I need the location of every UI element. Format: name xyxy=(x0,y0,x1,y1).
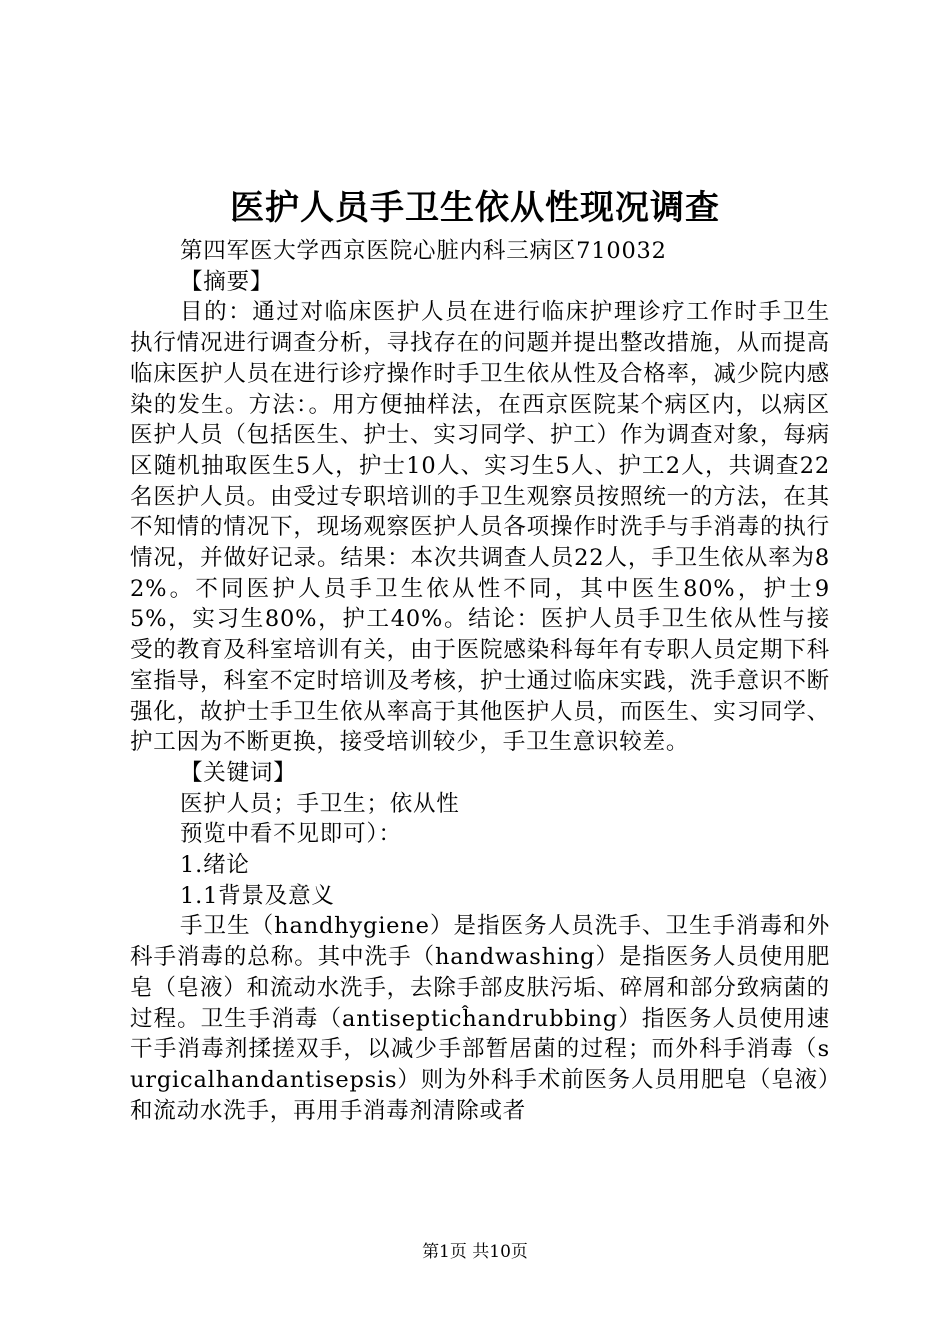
abstract-paragraph: 目的：通过对临床医护人员在进行临床护理诊疗工作时手卫生执行情况进行调查分析，寻找存在的问题并提出整改措施，从而提高临床医护人员在进行诊疗操作时手卫生依从性及合格率，减少院内感染的发生。方法：。用方便抽样法，在西京医院某个病区内，以病区医护人员（包括医生、护士、实习同学、护工）作为调查对象，每病区随机抽取医生5人，护士10人、实习生5人、护工2人，共调查22名医护人员。由受过专职培训的手卫生观察员按照统一的方法，在其不知情的情况下，现场观察医护人员各项操作时洗手与手消毒的执行情况，并做好记录。结果：本次共调查人员22人，手卫生依从率为82%。不同医护人员手卫生依从性不同，其中医生80%，护士95%，实习生80%，护工40%。结论：医护人员手卫生依从性与接受的教育及科室培训有关，由于医院感染科每年有专职人员定期下科室指导，科室不定时培训及考核，护士通过临床实践，洗手意识不断强化，故护士手卫生依从率高于其他医护人员，而医生、实习同学、护工因为不断更换，接受培训较少，手卫生意识较差。 xyxy=(130,299,830,756)
abstract-heading: 【摘要】 xyxy=(180,268,274,295)
keywords-heading: 【关键词】 xyxy=(180,759,297,786)
preview-note: 预览中看不见即可）： xyxy=(180,821,402,848)
document-body xyxy=(130,236,830,1126)
section-heading-background: 1.1背景及意义 xyxy=(180,882,335,909)
page-number-footer: 第1页 共10页 xyxy=(422,1242,528,1262)
keywords-line: 医护人员；手卫生；依从性 xyxy=(180,790,460,817)
background-paragraph: 手卫生（handhygiene）是指医务人员洗手、卫生手消毒和外科手消毒的总称。其中洗手（handwashing）是指医务人员使用肥皂（皂液）和流动水洗手，去除手部皮肤污垢、碎屑和部分致病菌的过程。卫生手消毒（antisepticĥandrubbing）指医务人员使用速干手消毒剂揉搓双手，以减少手部暂居菌的过程；而外科手消毒（surgicalhandantisepsis）则为外科手术前医务人员用肥皂（皂液）和流动水洗手，再用手消毒剂清除或者 xyxy=(130,913,830,1124)
document-title: 医护人员手卫生依从性现况调查 xyxy=(230,188,720,228)
affiliation-line: 第四军医大学西京医院心脏内科三病区710032 xyxy=(180,238,667,264)
section-heading-intro: 1.绪论 xyxy=(180,852,250,879)
